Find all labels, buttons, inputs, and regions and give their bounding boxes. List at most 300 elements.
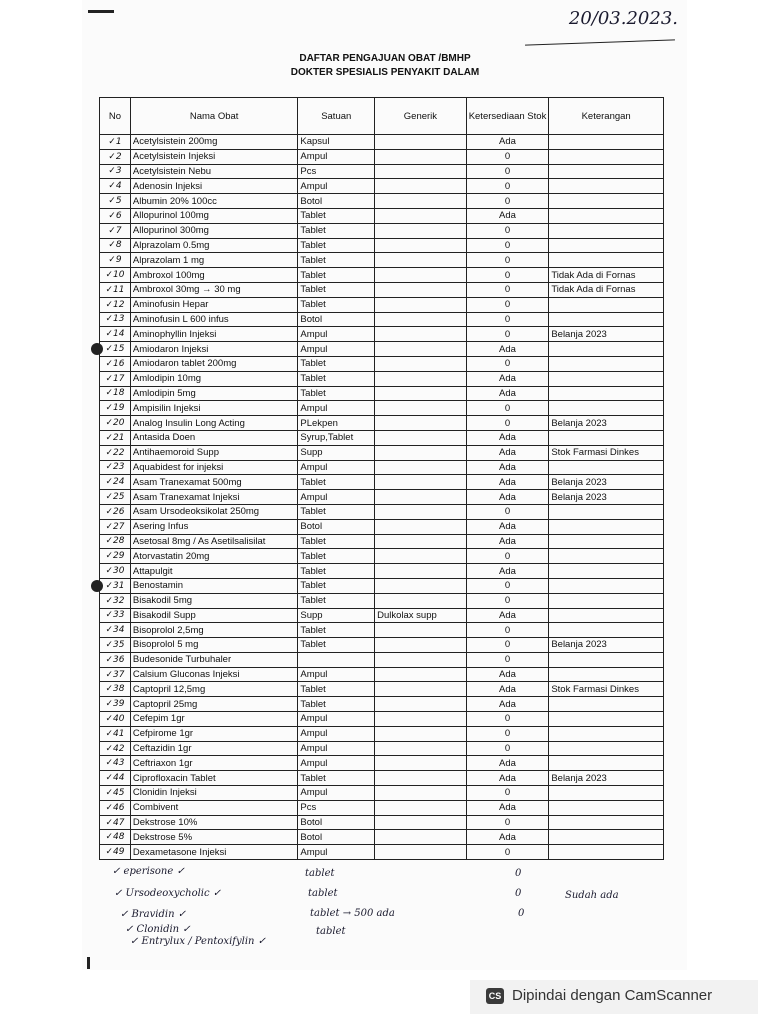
cell-satuan: Tablet [298,549,375,564]
cell-nama-obat: Dekstrose 10% [130,815,298,830]
cell-generik [375,342,467,357]
table-row [100,401,664,416]
document-subtitle: DOKTER SPESIALIS PENYAKIT DALAM [290,67,480,78]
cell-nama-obat: Analog Insulin Long Acting [130,416,298,431]
table-row [100,726,664,741]
cell-no: ✓3 [100,164,131,179]
cell-stok: Ada [466,475,549,490]
table-row [100,312,664,327]
cell-stok: Ada [466,771,549,786]
cell-satuan: Tablet [298,475,375,490]
cell-generik [375,756,467,771]
cell-generik [375,179,467,194]
cell-nama-obat: Captopril 12,5mg [130,682,298,697]
table-row [100,238,664,253]
cell-nama-obat: Ciprofloxacin Tablet [130,771,298,786]
cell-satuan: Tablet [298,564,375,579]
cell-satuan: Tablet [298,578,375,593]
table-row [100,623,664,638]
cell-stok: Ada [466,386,549,401]
cell-generik [375,371,467,386]
cell-generik [375,164,467,179]
cell-keterangan [549,564,664,579]
cell-nama-obat: Aminofusin L 600 infus [130,312,298,327]
table-row [100,416,664,431]
cell-generik [375,697,467,712]
table-row [100,386,664,401]
table-body [100,135,664,860]
cell-no: ✓11 [100,282,131,297]
cell-no: ✓40 [100,712,131,727]
cell-no: ✓37 [100,667,131,682]
table-row [100,519,664,534]
handwritten-item-unit: tablet [305,868,335,879]
cell-satuan: Ampul [298,712,375,727]
table-row [100,652,664,667]
cell-keterangan [549,741,664,756]
cell-keterangan [549,149,664,164]
cell-keterangan [549,652,664,667]
table-row [100,638,664,653]
cell-no: ✓21 [100,430,131,445]
cell-no: ✓41 [100,726,131,741]
cell-no: ✓10 [100,268,131,283]
cell-keterangan: Stok Farmasi Dinkes [549,445,664,460]
table-row [100,564,664,579]
cell-satuan: Tablet [298,268,375,283]
cell-nama-obat: Cefepim 1gr [130,712,298,727]
cell-nama-obat: Calsium Gluconas Injeksi [130,667,298,682]
cell-generik [375,312,467,327]
cell-keterangan [549,549,664,564]
ink-dot [91,580,103,592]
cell-nama-obat: Asam Tranexamat Injeksi [130,490,298,505]
table-row [100,800,664,815]
cell-stok: Ada [466,830,549,845]
header-nama-obat: Nama Obat [130,98,298,135]
cell-keterangan [549,712,664,727]
cell-no: ✓20 [100,416,131,431]
cell-nama-obat: Cefpirome 1gr [130,726,298,741]
cell-no: ✓42 [100,741,131,756]
cell-no: ✓16 [100,356,131,371]
cell-generik [375,401,467,416]
cell-no: ✓28 [100,534,131,549]
cell-no: ✓12 [100,297,131,312]
cell-stok: Ada [466,564,549,579]
cell-stok: 0 [466,268,549,283]
pen-mark [87,957,98,969]
table-row [100,356,664,371]
cell-stok: 0 [466,253,549,268]
cell-satuan: Tablet [298,593,375,608]
cell-stok: 0 [466,504,549,519]
cell-no: ✓14 [100,327,131,342]
cell-generik [375,534,467,549]
header-ketersediaan-stok: Ketersediaan Stok [466,98,549,135]
cell-stok: 0 [466,327,549,342]
table-row [100,741,664,756]
cell-generik [375,356,467,371]
cell-stok: 0 [466,282,549,297]
cell-satuan: Tablet [298,297,375,312]
cell-nama-obat: Aminofusin Hepar [130,297,298,312]
cell-stok: Ada [466,756,549,771]
cell-nama-obat: Amiodaron tablet 200mg [130,356,298,371]
cell-keterangan [549,756,664,771]
cell-generik [375,667,467,682]
cell-no: ✓26 [100,504,131,519]
cell-nama-obat: Antihaemoroid Supp [130,445,298,460]
cell-keterangan [549,830,664,845]
cell-keterangan: Belanja 2023 [549,490,664,505]
handwritten-item-unit: tablet [316,926,346,937]
cell-generik [375,815,467,830]
cell-stok: 0 [466,164,549,179]
cell-nama-obat: Ambroxol 100mg [130,268,298,283]
cell-keterangan [549,312,664,327]
cell-keterangan [549,667,664,682]
cell-stok: Ada [466,608,549,623]
cell-generik [375,504,467,519]
cell-generik [375,549,467,564]
cell-no: ✓33 [100,608,131,623]
cell-stok: 0 [466,786,549,801]
cell-generik [375,135,467,150]
cell-nama-obat: Dekstrose 5% [130,830,298,845]
cell-no: ✓23 [100,460,131,475]
cell-no: ✓15 [100,342,131,357]
table-row [100,164,664,179]
cell-keterangan: Stok Farmasi Dinkes [549,682,664,697]
cell-satuan: Tablet [298,504,375,519]
cell-keterangan [549,623,664,638]
cell-nama-obat: Clonidin Injeksi [130,786,298,801]
cell-no: ✓43 [100,756,131,771]
cell-no: ✓9 [100,253,131,268]
cell-satuan: Tablet [298,638,375,653]
cell-generik [375,327,467,342]
cell-generik [375,149,467,164]
cell-satuan: Ampul [298,756,375,771]
table-row [100,282,664,297]
cell-no: ✓44 [100,771,131,786]
table-row [100,815,664,830]
cell-no: ✓19 [100,401,131,416]
cell-no: ✓25 [100,490,131,505]
handwritten-item-unit: tablet → 500 ada [310,908,395,919]
cell-stok: Ada [466,430,549,445]
cell-nama-obat: Acetylsistein Injeksi [130,149,298,164]
cell-stok: Ada [466,135,549,150]
cell-generik [375,416,467,431]
cell-satuan: Ampul [298,179,375,194]
table-row [100,830,664,845]
cell-nama-obat: Combivent [130,800,298,815]
cell-keterangan [549,342,664,357]
table-row [100,490,664,505]
cell-keterangan [549,179,664,194]
handwritten-item-unit: tablet [308,888,338,899]
cell-stok: 0 [466,712,549,727]
table-row [100,194,664,209]
table-row [100,445,664,460]
cell-keterangan: Belanja 2023 [549,638,664,653]
cell-satuan: Tablet [298,371,375,386]
cell-nama-obat: Alprazolam 0.5mg [130,238,298,253]
cell-nama-obat: Acetylsistein 200mg [130,135,298,150]
cell-satuan: Tablet [298,282,375,297]
table-row [100,608,664,623]
handwritten-item-stock: 0 [518,908,525,919]
header-generik: Generik [375,98,467,135]
cell-generik [375,786,467,801]
cell-nama-obat: Asetosal 8mg / As Asetilsalisilat [130,534,298,549]
cell-stok: 0 [466,623,549,638]
cell-generik [375,445,467,460]
cell-stok: Ada [466,697,549,712]
cell-satuan: Syrup,Tablet [298,430,375,445]
cell-satuan: Tablet [298,208,375,223]
cell-satuan: Pcs [298,164,375,179]
table-row [100,460,664,475]
cell-stok: 0 [466,416,549,431]
cell-no: ✓18 [100,386,131,401]
table-row [100,756,664,771]
cell-no: ✓36 [100,652,131,667]
document-title: DAFTAR PENGAJUAN OBAT /BMHP [299,53,471,64]
cell-keterangan [549,845,664,860]
cell-keterangan: Tidak Ada di Fornas [549,268,664,283]
cell-nama-obat: Amiodaron Injeksi [130,342,298,357]
cell-no: ✓13 [100,312,131,327]
cell-nama-obat: Acetylsistein Nebu [130,164,298,179]
table-row [100,786,664,801]
cell-stok: Ada [466,490,549,505]
table-row [100,712,664,727]
cell-stok: 0 [466,815,549,830]
ink-dot [91,343,103,355]
cell-keterangan: Tidak Ada di Fornas [549,282,664,297]
cell-satuan: Tablet [298,697,375,712]
cell-nama-obat: Bisoprolol 2,5mg [130,623,298,638]
cell-stok: 0 [466,845,549,860]
cell-generik [375,726,467,741]
cell-generik [375,268,467,283]
table-row [100,135,664,150]
cell-keterangan [549,800,664,815]
cell-nama-obat: Ampisilin Injeksi [130,401,298,416]
cell-no: ✓24 [100,475,131,490]
cell-keterangan [549,519,664,534]
table-row [100,578,664,593]
cell-no: ✓27 [100,519,131,534]
cell-satuan: Tablet [298,356,375,371]
cell-no: ✓4 [100,179,131,194]
cell-satuan: Kapsul [298,135,375,150]
cell-keterangan [549,208,664,223]
table-row [100,268,664,283]
cell-stok: 0 [466,638,549,653]
cell-nama-obat: Asam Tranexamat 500mg [130,475,298,490]
cell-keterangan: Belanja 2023 [549,475,664,490]
cell-satuan: Tablet [298,253,375,268]
cell-stok: 0 [466,401,549,416]
cell-generik [375,741,467,756]
cell-no: ✓8 [100,238,131,253]
cell-stok: Ada [466,667,549,682]
medicine-table [99,97,664,860]
cell-satuan: Tablet [298,223,375,238]
cell-keterangan: Belanja 2023 [549,771,664,786]
cell-stok: 0 [466,238,549,253]
cell-stok: Ada [466,371,549,386]
cell-nama-obat: Bisoprolol 5 mg [130,638,298,653]
cell-keterangan: Belanja 2023 [549,416,664,431]
cell-satuan: Tablet [298,238,375,253]
cell-generik [375,238,467,253]
cell-nama-obat: Allopurinol 300mg [130,223,298,238]
cell-keterangan [549,697,664,712]
cell-nama-obat: Aminophyllin Injeksi [130,327,298,342]
cell-nama-obat: Bisakodil Supp [130,608,298,623]
cell-generik [375,194,467,209]
cell-no: ✓1 [100,135,131,150]
cell-no: ✓35 [100,638,131,653]
cell-no: ✓17 [100,371,131,386]
cell-satuan: Ampul [298,460,375,475]
cell-keterangan [549,238,664,253]
cell-satuan: Supp [298,608,375,623]
table-row [100,430,664,445]
table-row [100,697,664,712]
cell-stok: Ada [466,682,549,697]
cell-keterangan [549,371,664,386]
cell-no: ✓22 [100,445,131,460]
cell-keterangan [549,726,664,741]
cell-nama-obat: Budesonide Turbuhaler [130,652,298,667]
cell-generik [375,845,467,860]
cell-generik [375,682,467,697]
table-row [100,549,664,564]
cell-nama-obat: Adenosin Injeksi [130,179,298,194]
cell-satuan: Tablet [298,386,375,401]
handwritten-item-name: ✓ Entrylux / Pentoxifylin ✓ [130,936,267,947]
cell-generik [375,490,467,505]
cell-generik [375,638,467,653]
table-row [100,534,664,549]
cell-stok: Ada [466,460,549,475]
cell-generik [375,578,467,593]
table-row [100,149,664,164]
cell-keterangan [549,608,664,623]
cell-satuan: Ampul [298,327,375,342]
cell-keterangan [549,356,664,371]
table-row [100,223,664,238]
table-row [100,297,664,312]
cell-keterangan [549,194,664,209]
cell-no: ✓46 [100,800,131,815]
cell-keterangan: Belanja 2023 [549,327,664,342]
cell-nama-obat: Amlodipin 10mg [130,371,298,386]
table-row [100,208,664,223]
cell-nama-obat: Aquabidest for injeksi [130,460,298,475]
cell-nama-obat: Dexametasone Injeksi [130,845,298,860]
cell-generik [375,564,467,579]
cell-satuan: Botol [298,312,375,327]
cell-no: ✓5 [100,194,131,209]
handwritten-date: 20/03.2023. [568,8,678,29]
cell-keterangan [549,504,664,519]
cell-nama-obat: Ceftriaxon 1gr [130,756,298,771]
cell-satuan: Botol [298,830,375,845]
cell-no: ✓45 [100,786,131,801]
cell-stok: 0 [466,726,549,741]
cell-generik [375,593,467,608]
cell-nama-obat: Allopurinol 100mg [130,208,298,223]
cell-keterangan [549,786,664,801]
cell-satuan: Ampul [298,786,375,801]
cell-satuan: Ampul [298,741,375,756]
cell-nama-obat: Antasida Doen [130,430,298,445]
cell-satuan: Supp [298,445,375,460]
cell-stok: Ada [466,342,549,357]
table-row [100,253,664,268]
cell-nama-obat: Benostamin [130,578,298,593]
cell-generik [375,253,467,268]
cell-generik [375,282,467,297]
cell-satuan: Tablet [298,682,375,697]
cell-nama-obat: Alprazolam 1 mg [130,253,298,268]
cell-stok: 0 [466,194,549,209]
cell-satuan [298,652,375,667]
cell-stok: 0 [466,179,549,194]
cell-no: ✓31 [100,578,131,593]
cell-generik [375,712,467,727]
cell-nama-obat: Attapulgit [130,564,298,579]
handwritten-item-stock: 0 [515,888,522,899]
cell-keterangan [549,386,664,401]
cell-nama-obat: Asering Infus [130,519,298,534]
handwritten-item-name: ✓ Clonidin ✓ [125,924,191,935]
table-row [100,593,664,608]
cell-satuan: Ampul [298,401,375,416]
cell-satuan: Ampul [298,342,375,357]
table-row [100,371,664,386]
cell-no: ✓34 [100,623,131,638]
cell-generik [375,475,467,490]
cell-satuan: Ampul [298,726,375,741]
cell-satuan: Ampul [298,490,375,505]
cell-no: ✓48 [100,830,131,845]
cell-keterangan [549,578,664,593]
cell-keterangan [549,297,664,312]
cell-satuan: Tablet [298,534,375,549]
cell-generik [375,297,467,312]
table-row [100,475,664,490]
cell-satuan: Pcs [298,800,375,815]
cell-stok: 0 [466,223,549,238]
cell-generik: Dulkolax supp [375,608,467,623]
cell-satuan: Botol [298,815,375,830]
cell-keterangan [549,430,664,445]
handwritten-item-name: ✓ Ursodeoxycholic ✓ [114,888,222,899]
cell-satuan: Botol [298,194,375,209]
cell-generik [375,830,467,845]
header-keterangan: Keterangan [549,98,664,135]
table-row [100,504,664,519]
header-satuan: Satuan [298,98,375,135]
